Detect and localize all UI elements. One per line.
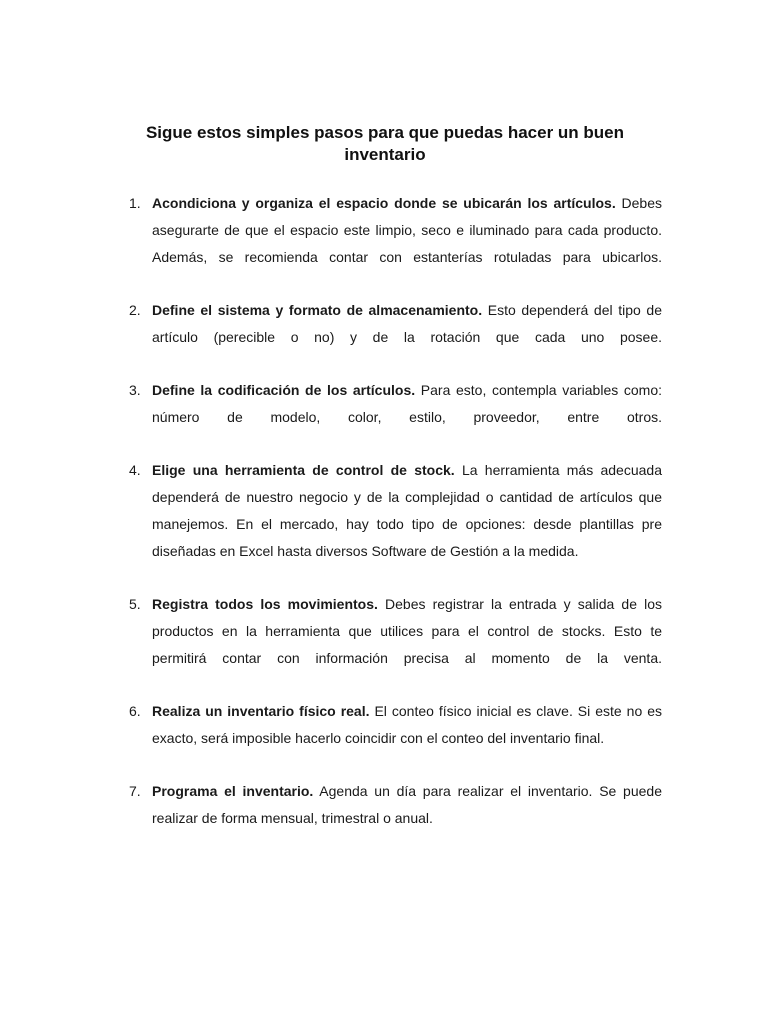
step-text: Agenda un día para realizar el inventario. Se puede realizar de forma mensual, trimestral o anual. bbox=[152, 783, 662, 826]
step-text: Debes asegurarte de que el espacio este limpio, seco e iluminado para cada producto. Además, se recomienda contar con estanterías rotuladas para ubicarlos. bbox=[152, 195, 662, 265]
step-item-5 bbox=[120, 591, 662, 672]
step-text: Para esto, contempla variables como: número de modelo, color, estilo, proveedor, entre otros. bbox=[152, 382, 662, 425]
step-item-1 bbox=[120, 190, 662, 271]
step-heading: Elige una herramienta de control de stock. bbox=[152, 462, 455, 478]
step-item-3 bbox=[120, 377, 662, 431]
step-item-4 bbox=[120, 457, 662, 565]
step-heading: Acondiciona y organiza el espacio donde se ubicarán los artículos. bbox=[152, 195, 616, 211]
document-title: Sigue estos simples pasos para que puedas hacer un buen inventario bbox=[145, 123, 625, 164]
step-text: Esto dependerá del tipo de artículo (perecible o no) y de la rotación que cada uno posee. bbox=[152, 302, 662, 345]
step-item-7 bbox=[120, 778, 662, 832]
step-number: 1. bbox=[129, 195, 141, 211]
step-text: El conteo físico inicial es clave. Si este no es exacto, será imposible hacerlo coincidir con el conteo del inventario final. bbox=[152, 703, 662, 746]
steps-list bbox=[120, 190, 662, 832]
step-number: 5. bbox=[129, 596, 141, 612]
step-item-6 bbox=[120, 698, 662, 752]
step-number: 4. bbox=[129, 462, 141, 478]
step-heading: Define la codificación de los artículos. bbox=[152, 382, 416, 398]
step-number: 6. bbox=[129, 703, 141, 719]
step-number: 3. bbox=[129, 382, 141, 398]
step-heading: Define el sistema y formato de almacenamiento. bbox=[152, 302, 483, 318]
step-heading: Programa el inventario. bbox=[152, 783, 314, 799]
step-heading: Registra todos los movimientos. bbox=[152, 596, 378, 612]
step-number: 2. bbox=[129, 302, 141, 318]
step-text: La herramienta más adecuada dependerá de nuestro negocio y de la complejidad o cantidad de artículos que manejemos. En el mercado, hay todo tipo de opciones: desde plantillas pre diseñadas en Excel hasta diversos Software de Gestión a la medida. bbox=[152, 462, 662, 559]
step-item-2 bbox=[120, 297, 662, 351]
step-number: 7. bbox=[129, 783, 141, 799]
step-heading: Realiza un inventario físico real. bbox=[152, 703, 370, 719]
step-text: Debes registrar la entrada y salida de los productos en la herramienta que utilices para el control de stocks. Esto te permitirá contar con información precisa al momento de la venta. bbox=[152, 596, 663, 666]
